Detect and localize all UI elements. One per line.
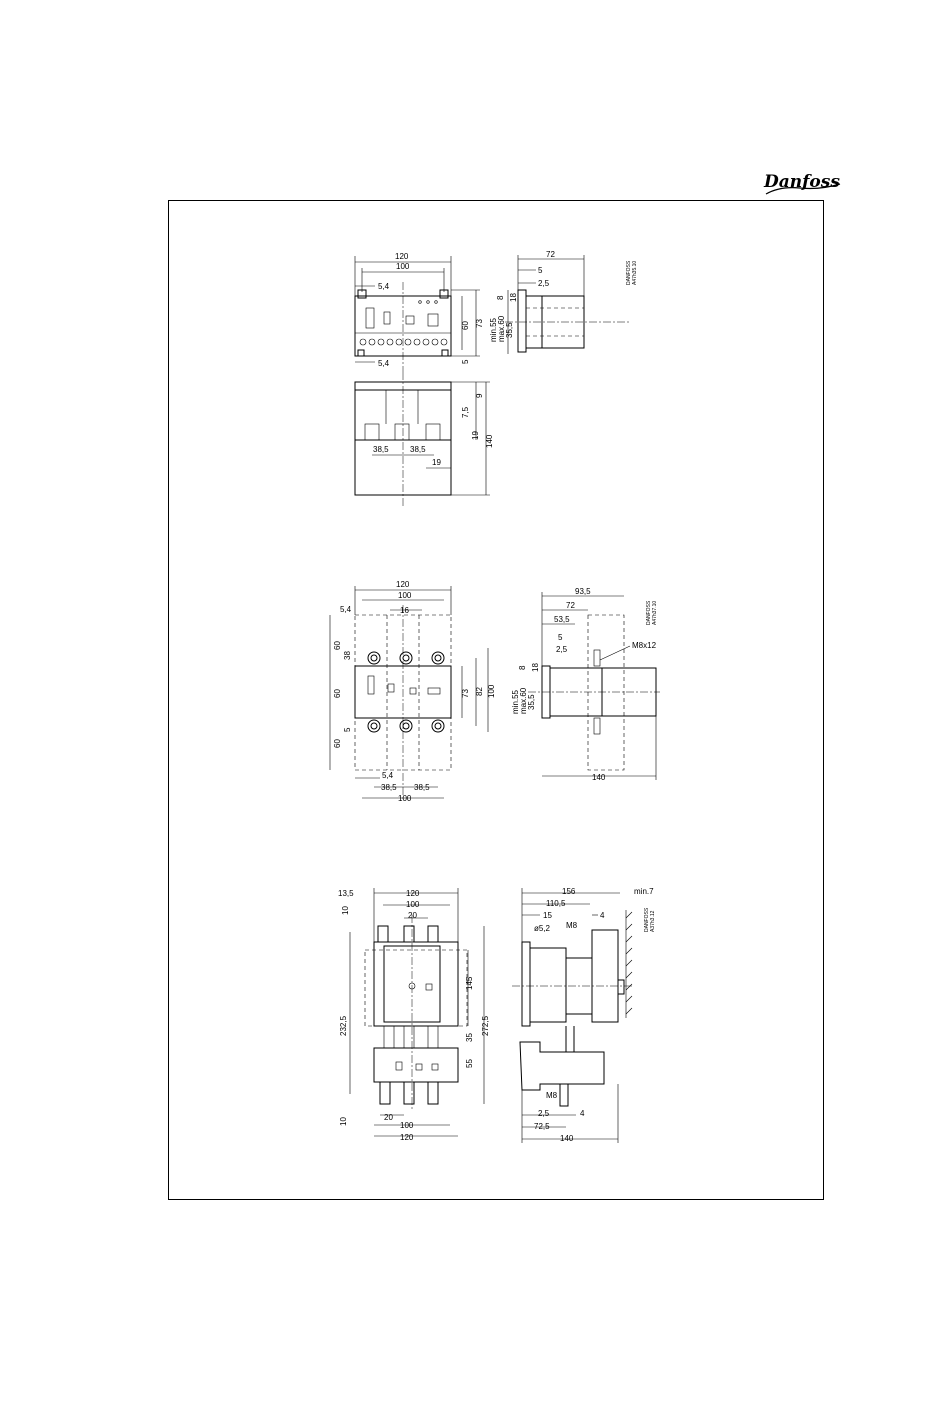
dim-v2-5-4a: 5,4	[340, 605, 352, 614]
dim-v2s-140: 140	[592, 773, 606, 782]
dim-v1t-9: 9	[475, 393, 484, 398]
dim-v2s-93-5: 93,5	[575, 587, 591, 596]
dim-v2-100: 100	[398, 591, 412, 600]
code-v1-number: A47h35.10	[632, 260, 638, 285]
dim-v2-73: 73	[461, 689, 470, 698]
dim-v2s-35-5: 35,5	[527, 694, 536, 710]
dim-v3-120: 120	[406, 889, 420, 898]
logo-text: Danfoss	[764, 172, 840, 192]
dim-v2s-5: 5	[558, 633, 563, 642]
dim-v1t-7-5: 7,5	[461, 406, 470, 418]
dim-v2-38: 38	[343, 651, 352, 660]
dim-v2s-min55: min.55	[511, 689, 520, 714]
code-v2-brand: DANFOSS	[646, 600, 652, 625]
dim-v2-5: 5	[343, 727, 352, 732]
code-v3-number: A37h3.12	[650, 910, 656, 932]
view1-top	[355, 372, 494, 508]
dim-v2-5-4b: 5,4	[382, 771, 394, 780]
dim-v2s-18: 18	[531, 663, 540, 672]
dim-v3-120b: 120	[400, 1133, 414, 1142]
label-v3s-phi: ø5,2	[534, 924, 551, 933]
dim-v2s-2-5: 2,5	[556, 645, 568, 654]
dim-v3s-min7: min.7	[634, 887, 654, 896]
dim-v3-55: 55	[465, 1059, 474, 1068]
dim-v1s-5: 5	[538, 266, 543, 275]
dim-v3-10b: 10	[339, 1117, 348, 1126]
label-v2s-m8x12: M8x12	[632, 641, 657, 650]
dim-v2-38-5b: 38,5	[414, 783, 430, 792]
view1-side	[489, 250, 638, 354]
dim-v1-5: 5	[461, 359, 470, 364]
dim-v3-20b: 20	[384, 1113, 393, 1122]
dim-v3-272-5: 272,5	[481, 1015, 490, 1036]
dim-v2s-53-5: 53,5	[554, 615, 570, 624]
dim-v2-60b: 60	[333, 689, 342, 698]
dim-v3s-4a: 4	[600, 911, 605, 920]
dim-v3-13-5: 13,5	[338, 889, 354, 898]
dim-v3-100b: 100	[400, 1121, 414, 1130]
dim-v1t-19v: 19	[471, 431, 480, 440]
dim-v3s-4b: 4	[580, 1109, 585, 1118]
view3-front	[338, 888, 490, 1142]
dim-v3-145: 145	[465, 976, 474, 990]
dim-v1-5-4-bottom: 5,4	[378, 359, 390, 368]
dim-v2-60a: 60	[333, 641, 342, 650]
dim-v2s-max60: max.60	[519, 687, 528, 714]
dim-v3s-15: 15	[543, 911, 552, 920]
dim-v1s-8: 8	[496, 295, 505, 300]
dim-v1-height-60: 60	[461, 321, 470, 330]
dim-v2s-72: 72	[566, 601, 575, 610]
dim-v3s-110-5: 110,5	[546, 899, 566, 908]
dim-v3s-140: 140	[560, 1134, 574, 1143]
dim-v3-20: 20	[408, 911, 417, 920]
dim-v3s-156: 156	[562, 887, 576, 896]
dim-v2-16: 16	[400, 606, 409, 615]
dim-v1t-38-5a: 38,5	[373, 445, 389, 454]
label-v3s-m8b: M8	[546, 1091, 558, 1100]
dim-v1s-18: 18	[509, 293, 518, 302]
dim-v2-100v: 100	[487, 684, 496, 698]
dim-v3s-72-5: 72,5	[534, 1122, 550, 1131]
view2-side	[511, 587, 660, 782]
dim-v1t-140: 140	[485, 434, 494, 448]
dim-v3-35: 35	[465, 1033, 474, 1042]
dim-v2-82: 82	[475, 687, 484, 696]
dim-v1-width-100: 100	[396, 262, 410, 271]
code-v2-number: A47h37.10	[652, 600, 658, 625]
dim-v1t-19: 19	[432, 458, 441, 467]
dim-v3-232-5: 232,5	[339, 1015, 348, 1036]
dim-v2-100b: 100	[398, 794, 412, 803]
view2-front	[330, 580, 496, 803]
dim-v2-120: 120	[396, 580, 410, 589]
dim-v1s-max60: max.60	[497, 315, 506, 342]
dim-v1-width-120: 120	[395, 252, 409, 261]
label-v3s-m8a: M8	[566, 921, 578, 930]
dim-v1s-72: 72	[546, 250, 555, 259]
dim-v2s-8: 8	[518, 665, 527, 670]
view1-front	[355, 252, 484, 372]
code-v1-brand: DANFOSS	[626, 260, 632, 285]
dim-v3s-2-5: 2,5	[538, 1109, 550, 1118]
dim-v3-10a: 10	[341, 906, 350, 915]
view3-side	[512, 887, 656, 1143]
dim-v1-5-4-top: 5,4	[378, 282, 390, 291]
dim-v2-38-5a: 38,5	[381, 783, 397, 792]
dim-v1s-2-5: 2,5	[538, 279, 550, 288]
dim-v3-100: 100	[406, 900, 420, 909]
dim-v1s-min55: min.55	[489, 317, 498, 342]
dim-v1t-38-5b: 38,5	[410, 445, 426, 454]
dim-v1-height-73: 73	[475, 319, 484, 328]
code-v3-brand: DANFOSS	[644, 907, 650, 932]
dim-v1s-35-5: 35,5	[505, 322, 514, 338]
dim-v2-60c: 60	[333, 739, 342, 748]
